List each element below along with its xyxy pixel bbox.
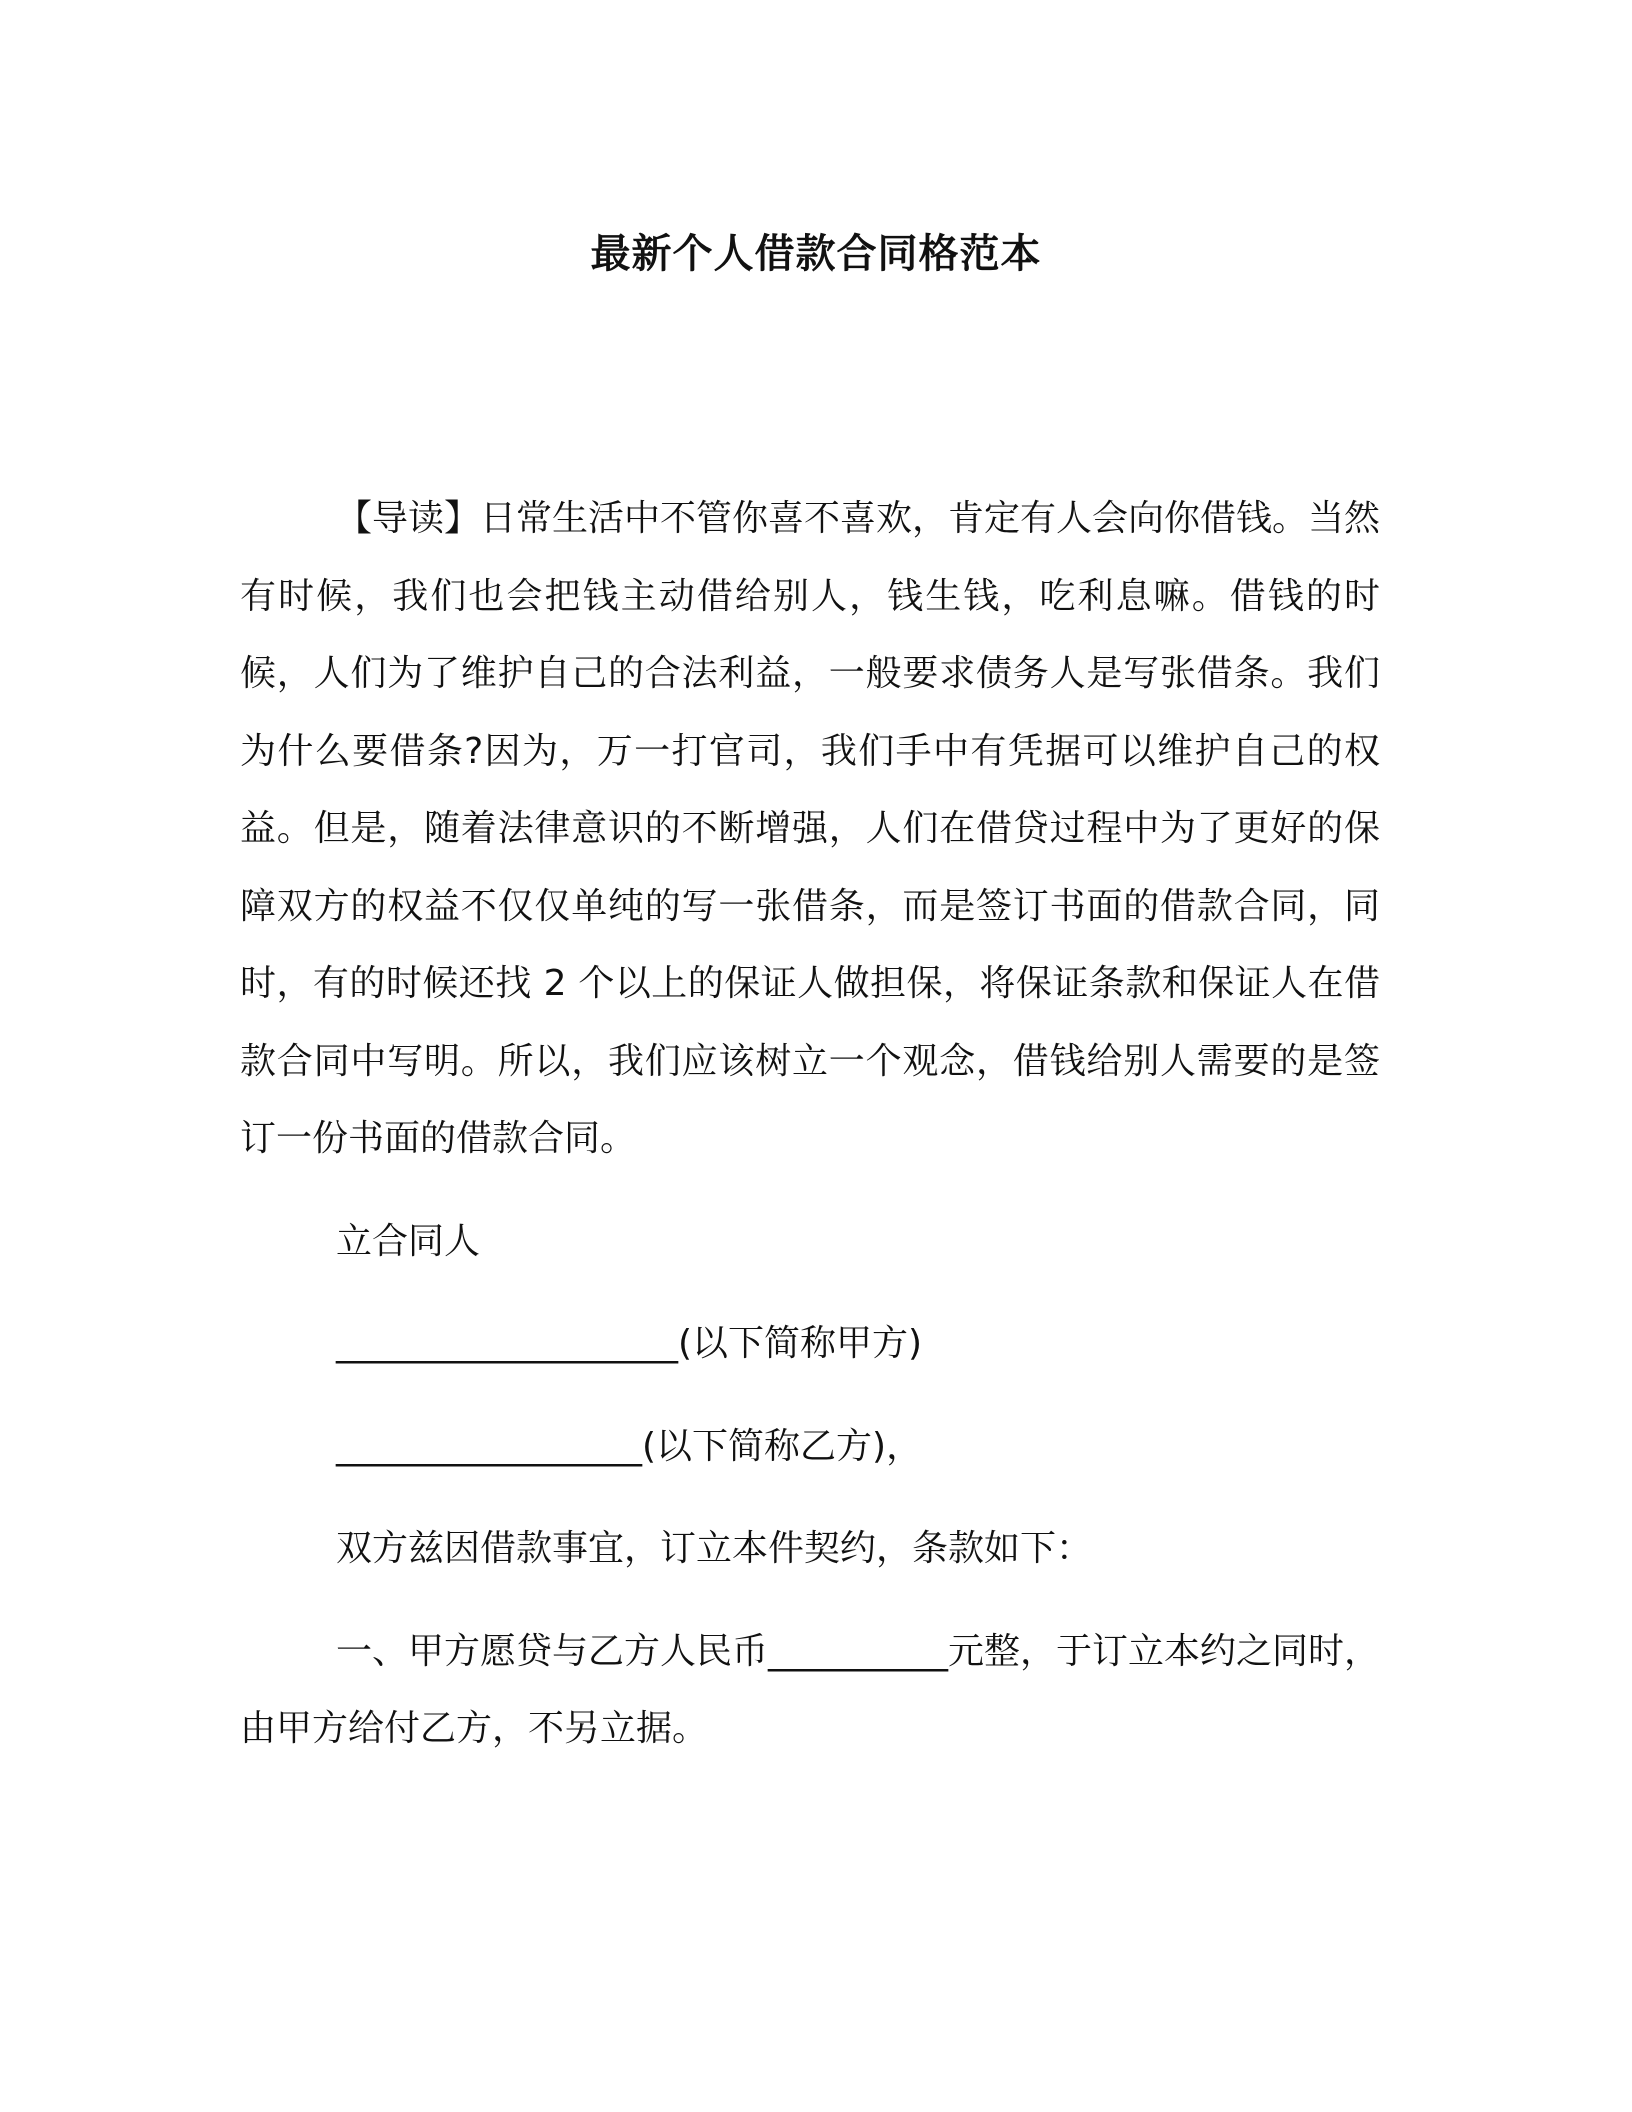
- contract-parties-heading: 立合同人: [336, 1220, 481, 1262]
- party-a-line: ___________________(以下简称甲方): [336, 1323, 923, 1364]
- terms-intro-paragraph: 双方兹因借款事宜，订立本件契约，条款如下：: [336, 1528, 1093, 1569]
- clause-one-paragraph: 一、甲方愿贷与乙方人民币__________元整，于订立本约之同时，由甲方给付乙方，不另立据。: [240, 1630, 1381, 1749]
- document-title: 最新个人借款合同格范本: [590, 231, 1042, 277]
- intro-paragraph: 【导读】日常生活中不管你喜不喜欢，肯定有人会向你借钱。当然有时候，我们也会把钱主动借给别人，钱生钱，吃利息嘛。借钱的时候，人们为了维护自己的合法利益，一般要求债务人是写张借条。我们为什么要借条?因为，万一打官司，我们手中有凭据可以维护自己的权益。但是，随着法律意识的不断增强，人们在借贷过程中为了更好的保障双方的权益不仅仅单纯的写一张借条，而是签订书面的借款合同，同时，有的时候还找 2 个以上的保证人做担保，将保证条款和保证人在借款合同中写明。所以，我们应该树立一个观念，借钱给别人需要的是签订一份书面的借款合同。: [240, 498, 1381, 1159]
- document-body: [240, 480, 1380, 1768]
- party-b-line: _________________(以下简称乙方)，: [336, 1425, 923, 1467]
